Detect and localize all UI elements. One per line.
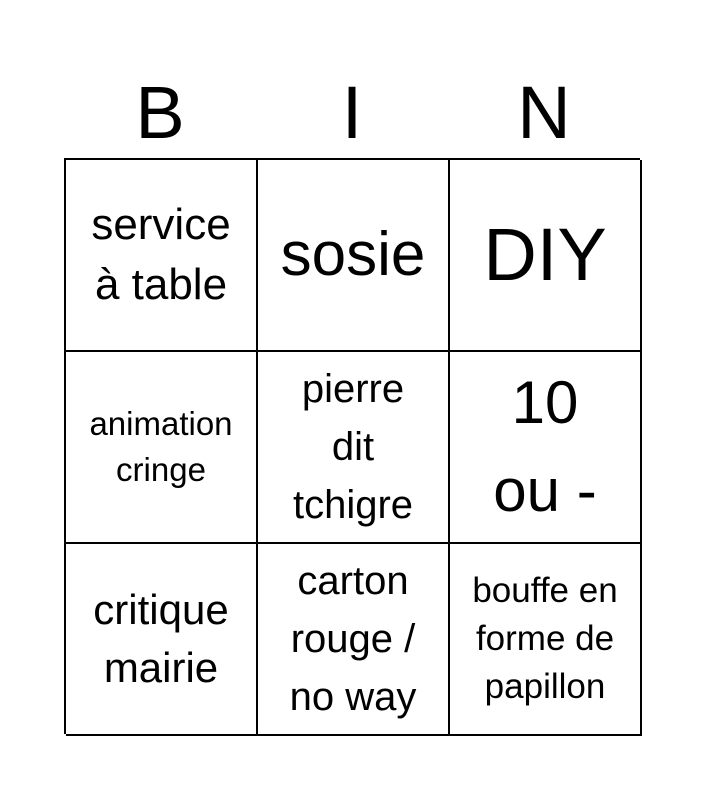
cell-label: pierre dit tchigre xyxy=(292,367,414,527)
bingo-header xyxy=(64,68,640,158)
cell-label: DIY xyxy=(483,213,607,296)
cell-label: critique mairie xyxy=(93,586,229,691)
bingo-cell[interactable] xyxy=(258,160,450,352)
header-letter-b: B xyxy=(135,71,185,154)
bingo-cell[interactable] xyxy=(66,160,258,352)
header-letter-i: I xyxy=(341,71,363,154)
bingo-cell[interactable] xyxy=(66,544,258,736)
bingo-grid xyxy=(64,158,640,734)
bingo-cell[interactable] xyxy=(258,352,450,544)
bingo-cell[interactable] xyxy=(450,160,642,352)
bingo-cell[interactable] xyxy=(258,544,450,736)
cell-label: sosie xyxy=(280,220,426,289)
cell-label: 10 ou - xyxy=(493,369,597,524)
cell-label: animation cringe xyxy=(89,405,233,488)
cell-label: carton rouge / no way xyxy=(289,559,417,719)
bingo-cell[interactable] xyxy=(66,352,258,544)
cell-label: service à table xyxy=(91,200,231,309)
header-letter-n: N xyxy=(517,71,571,154)
bingo-cell[interactable] xyxy=(450,544,642,736)
cell-label: bouffe en forme de papillon xyxy=(472,571,618,706)
bingo-cell[interactable] xyxy=(450,352,642,544)
